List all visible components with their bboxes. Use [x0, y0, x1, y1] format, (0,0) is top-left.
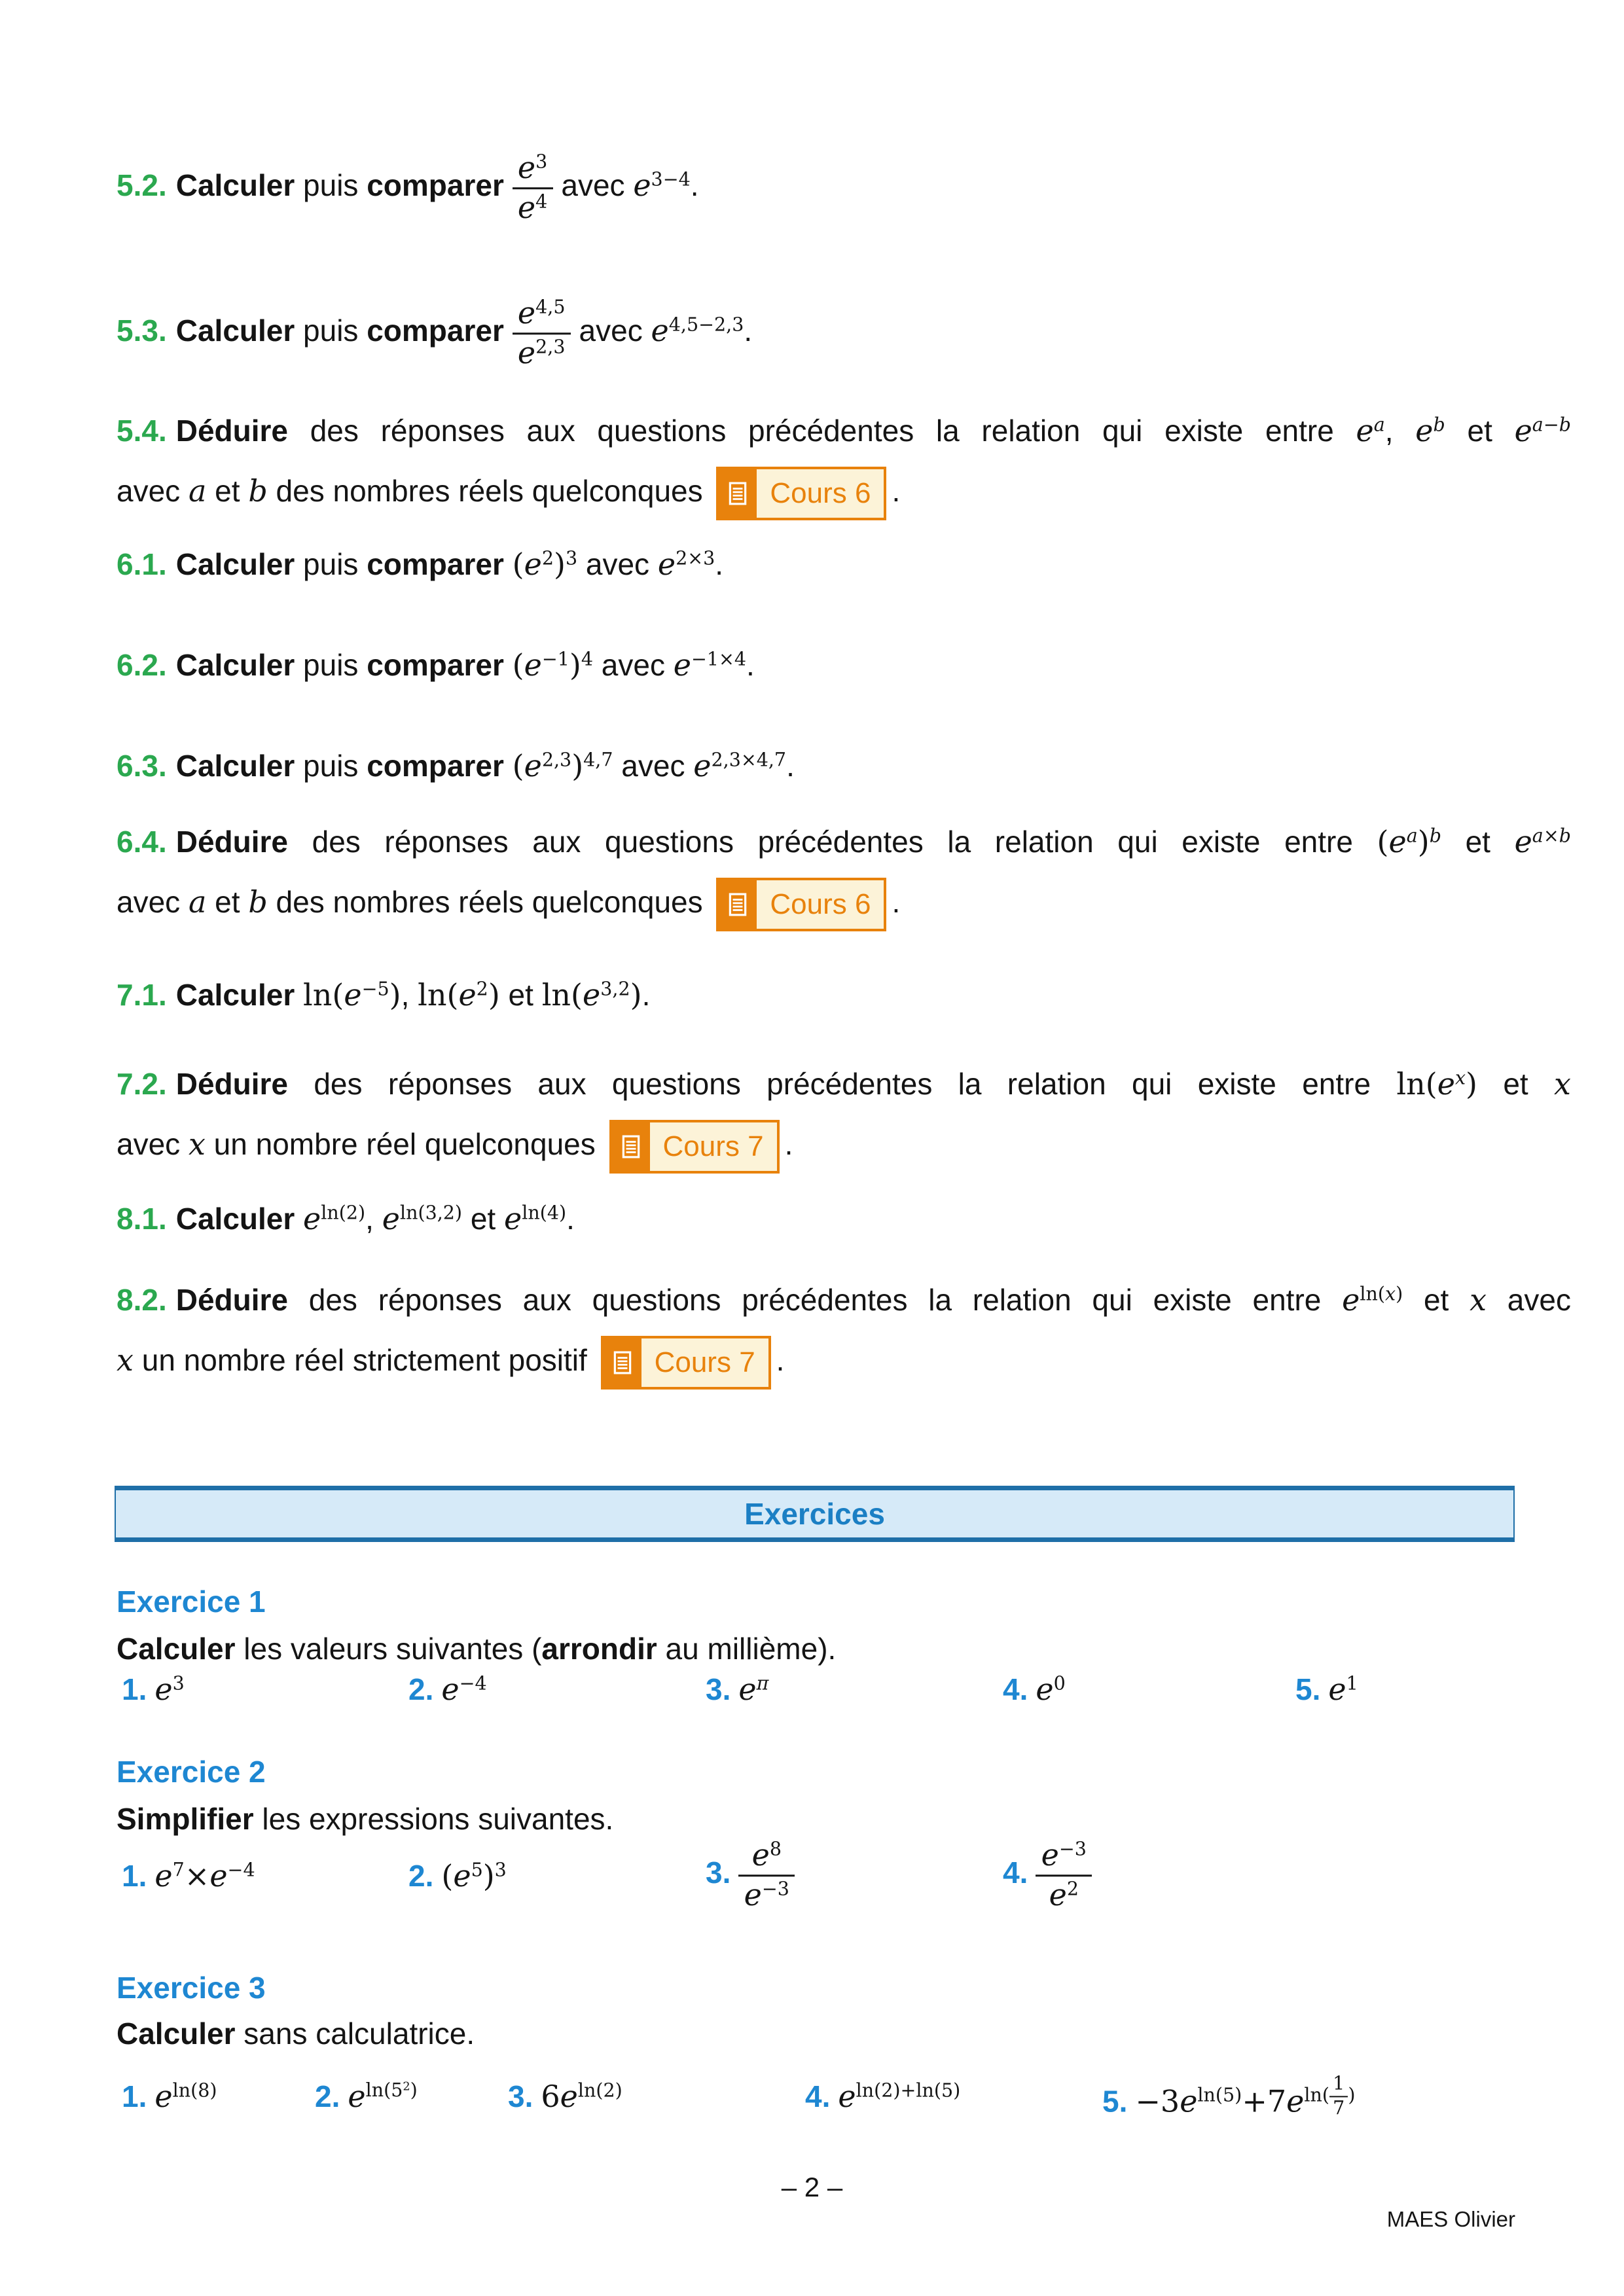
- question-6-1: [117, 528, 1572, 600]
- item-expression: $e^{ln(8)}$: [154, 2079, 217, 2114]
- math-expression: $(e^a)^b$: [1377, 824, 1441, 859]
- cours-label: Cours 6: [770, 888, 871, 920]
- math-expression: $\ln(e^{3,2})$: [541, 977, 642, 1013]
- item-number: 5.: [1295, 1672, 1321, 1706]
- item-number: 4.: [1003, 1672, 1028, 1706]
- math-expression: $\ln(e^x)$: [1396, 1066, 1477, 1102]
- question-number: 5.3.: [117, 314, 167, 348]
- exercises-section-banner: [115, 1486, 1515, 1542]
- item-number: 3.: [706, 1672, 731, 1706]
- question-text: Calculer puis comparer $(e^2)^3$ avec $e^{2\times 3}$.: [175, 547, 724, 582]
- question-number: 8.1.: [117, 1202, 167, 1236]
- banner-title: Exercices: [744, 1497, 885, 1531]
- question-line: [117, 461, 1571, 521]
- question-number: 8.2.: [117, 1283, 167, 1317]
- question-text: Calculer puis comparer $(e^{-1})^4$ avec $e^{-1\times 4}$.: [175, 647, 755, 683]
- exercise-item: [1102, 2073, 1356, 2119]
- math-expression: $\ln(e^{-5})$: [303, 977, 401, 1013]
- question-line: [117, 872, 1571, 932]
- math-expression: x: [117, 1342, 134, 1378]
- question-text: Calculer puis comparer $\frac{e^3}{e^4}$ avec $e^{3-4}$.: [175, 149, 699, 226]
- math-expression: [513, 149, 553, 226]
- question-line: [117, 1270, 1571, 1330]
- question-6-3: [117, 730, 1572, 802]
- exercise-item: [408, 1672, 487, 1707]
- question-8-2: [117, 1270, 1571, 1390]
- math-expression: [513, 295, 571, 371]
- math-expression: $e^{2,3\times 4,7}$: [693, 748, 787, 783]
- math-expression: $(e^2)^3$: [512, 547, 578, 582]
- math-expression: $e^b$: [1415, 413, 1445, 448]
- exercise-item: [122, 1858, 255, 1893]
- question-line: [117, 1054, 1571, 1114]
- question-6-2: [117, 629, 1572, 701]
- item-number: 1.: [122, 2079, 147, 2113]
- item-number: 4.: [1003, 1856, 1028, 1890]
- cours-label: Cours 6: [770, 476, 871, 509]
- question-text: Calculer $e^{ln(2)}$, $e^{ln(3,2)}$ et $e^{ln(4)}$.: [175, 1201, 575, 1236]
- math-expression: $e^{-1\times 4}$: [673, 647, 747, 683]
- document-lines-icon: [719, 880, 757, 929]
- exercise-item: [408, 1858, 507, 1893]
- math-expression: $e^{ln(3,2)}$: [382, 1201, 463, 1236]
- exercise-item: [706, 1839, 795, 1912]
- question-text: Calculer puis comparer $(e^{2,3})^{4,7}$ avec $e^{2,3\times 4,7}$.: [175, 748, 795, 783]
- item-number: 1.: [122, 1858, 147, 1893]
- item-number: 3.: [706, 1856, 731, 1890]
- exercise-1-title: Exercice 1: [117, 1585, 266, 1619]
- math-expression: $e^{ln(2)}$: [303, 1201, 366, 1236]
- math-expression: b: [248, 884, 268, 920]
- question-5-2: [117, 131, 1572, 245]
- fraction: $\frac{1}{7}$: [1329, 2073, 1348, 2119]
- exercise-3-items: [0, 2041, 1624, 2152]
- question-number: 5.4.: [117, 414, 167, 448]
- math-expression: $e^{a-b}$: [1514, 413, 1571, 448]
- fraction: $\frac{e^{4,5}}{e^{2,3}}$: [513, 297, 571, 370]
- math-expression: $e^{ln(4)}$: [504, 1201, 567, 1236]
- math-expression: $e^{4,5-2,3}$: [651, 313, 744, 349]
- author-name: MAES Olivier: [1386, 2207, 1515, 2231]
- item-expression: $(e^5)^3$: [441, 1857, 507, 1893]
- question-number: 7.1.: [117, 978, 167, 1012]
- cours-label: Cours 7: [654, 1346, 755, 1378]
- item-expression: $-3e^{ln(5)}+7e^{ln( \frac{1}{7} )}$: [1135, 2072, 1356, 2119]
- exercise-2-items: [0, 1821, 1624, 1929]
- question-text: avec a et b des nombres réels quelconques Cours 6 .: [117, 885, 900, 919]
- question-line: [117, 1330, 1571, 1390]
- math-expression: $e^{a\times b}$: [1514, 824, 1571, 859]
- math-expression: $e^a$: [1356, 413, 1385, 448]
- item-expression: $e^{ln(2)+ln(5)}$: [838, 2079, 961, 2114]
- exercise-1-intro: Calculer les valeurs suivantes (arrondir au millième).: [117, 1632, 837, 1666]
- item-number: 2.: [408, 1672, 434, 1706]
- document-lines-icon: [604, 1338, 641, 1387]
- math-expression: $e^{3-4}$: [633, 168, 691, 204]
- question-number: 7.2.: [117, 1067, 167, 1101]
- cours-link[interactable]: [609, 1120, 780, 1174]
- cours-link[interactable]: [716, 467, 886, 520]
- item-number: 4.: [805, 2079, 831, 2113]
- question-number: 6.2.: [117, 648, 167, 682]
- math-expression: $(e^{2,3})^{4,7}$: [512, 748, 613, 783]
- fraction: $\frac{e^{-3}}{e^2}$: [1036, 1839, 1092, 1912]
- question-number: 6.4.: [117, 825, 167, 859]
- fraction: $\frac{e^8}{e^{-3}}$: [738, 1839, 795, 1912]
- question-7-1: [117, 959, 1572, 1031]
- exercise-item: [805, 2079, 960, 2114]
- item-expression: $e^{-4}$: [441, 1671, 487, 1707]
- item-expression: $e^1$: [1328, 1671, 1358, 1707]
- exercise-2-title: Exercice 2: [117, 1755, 266, 1789]
- item-number: 2.: [315, 2079, 340, 2113]
- math-expression: $e^{ln(x)}$: [1342, 1282, 1403, 1318]
- exercise-item: [1003, 1839, 1092, 1912]
- question-number: 5.2.: [117, 168, 167, 203]
- question-text: Déduire des réponses aux questions précédentes la relation qui existe entre $e^a$, $e^b$ et $e^{a-b}$: [175, 413, 1571, 448]
- item-number: 3.: [508, 2079, 533, 2113]
- exercise-2-intro: Simplifier les expressions suivantes.: [117, 1802, 614, 1836]
- exercise-item: [122, 2079, 217, 2114]
- item-expression: [738, 1837, 795, 1913]
- exercise-item: [1295, 1672, 1358, 1707]
- question-5-3: [117, 276, 1572, 391]
- question-line: [117, 1114, 1571, 1174]
- math-expression: a: [188, 884, 207, 920]
- item-number: 1.: [122, 1672, 147, 1706]
- math-expression: a: [188, 473, 207, 509]
- item-number: 2.: [408, 1858, 434, 1893]
- page-number: – 2 –: [781, 2172, 843, 2202]
- document-lines-icon: [612, 1122, 650, 1171]
- item-expression: $e^3$: [154, 1671, 185, 1707]
- item-number: 5.: [1102, 2084, 1128, 2119]
- exercise-item: [315, 2079, 418, 2114]
- math-expression: x: [1470, 1282, 1487, 1318]
- question-text: Calculer puis comparer $\frac{e^{4,5}}{e^{2,3}}$ avec $e^{4,5-2,3}$.: [175, 295, 753, 371]
- fraction: $\frac{e^3}{e^4}$: [513, 152, 553, 225]
- question-line: [117, 812, 1571, 872]
- question-text: Calculer $\ln(e^{-5})$, $\ln(e^2)$ et $\ln(e^{3,2})$.: [175, 977, 651, 1013]
- math-expression: $e^{2\times 3}$: [657, 547, 715, 582]
- item-expression: $e^7\times e^{-4}$: [154, 1857, 255, 1893]
- item-expression: $e^\pi$: [738, 1671, 769, 1707]
- math-expression: $(e^{-1})^4$: [512, 647, 593, 683]
- question-text: Déduire des réponses aux questions précédentes la relation qui existe entre $(e^a)^b$ et $e^{a\times b}$: [175, 824, 1571, 859]
- question-6-4: [117, 812, 1571, 932]
- question-7-2: [117, 1054, 1571, 1174]
- question-text: x un nombre réel strictement positif Cours 7 .: [117, 1343, 784, 1377]
- document-lines-icon: [719, 469, 757, 518]
- exercise-1-items: [0, 1655, 1624, 1723]
- exercise-3-title: Exercice 3: [117, 1971, 266, 2005]
- question-line: [117, 401, 1571, 461]
- cours-link[interactable]: [601, 1336, 771, 1390]
- question-text: Déduire des réponses aux questions précédentes la relation qui existe entre $\ln(e^x)$ et x: [175, 1066, 1571, 1102]
- exercise-item: [508, 2079, 623, 2114]
- item-expression: $6e^{ln(2)}$: [541, 2079, 623, 2114]
- math-expression: $\ln(e^2)$: [418, 977, 500, 1013]
- question-text: avec x un nombre réel quelconques Cours 7 .: [117, 1127, 793, 1161]
- item-expression: [1036, 1837, 1092, 1913]
- math-expression: x: [188, 1126, 206, 1162]
- cours-link[interactable]: [716, 878, 886, 931]
- item-expression: $e^{ln(5^2)}$: [348, 2079, 418, 2114]
- question-8-1: [117, 1183, 1572, 1255]
- question-text: avec a et b des nombres réels quelconques Cours 6 .: [117, 474, 900, 508]
- math-expression: x: [1554, 1066, 1571, 1102]
- item-expression: $e^0$: [1036, 1671, 1066, 1707]
- exercise-item: [122, 1672, 185, 1707]
- question-number: 6.3.: [117, 749, 167, 783]
- exercise-item: [706, 1672, 768, 1707]
- question-text: Déduire des réponses aux questions précédentes la relation qui existe entre $e^{ln(x)}$ et x avec: [175, 1282, 1571, 1318]
- question-number: 6.1.: [117, 547, 167, 581]
- question-5-4: [117, 401, 1571, 521]
- exercise-item: [1003, 1672, 1066, 1707]
- math-expression: b: [248, 473, 268, 509]
- cours-label: Cours 7: [662, 1130, 764, 1162]
- exercise-3-intro: Calculer sans calculatrice.: [117, 2017, 475, 2051]
